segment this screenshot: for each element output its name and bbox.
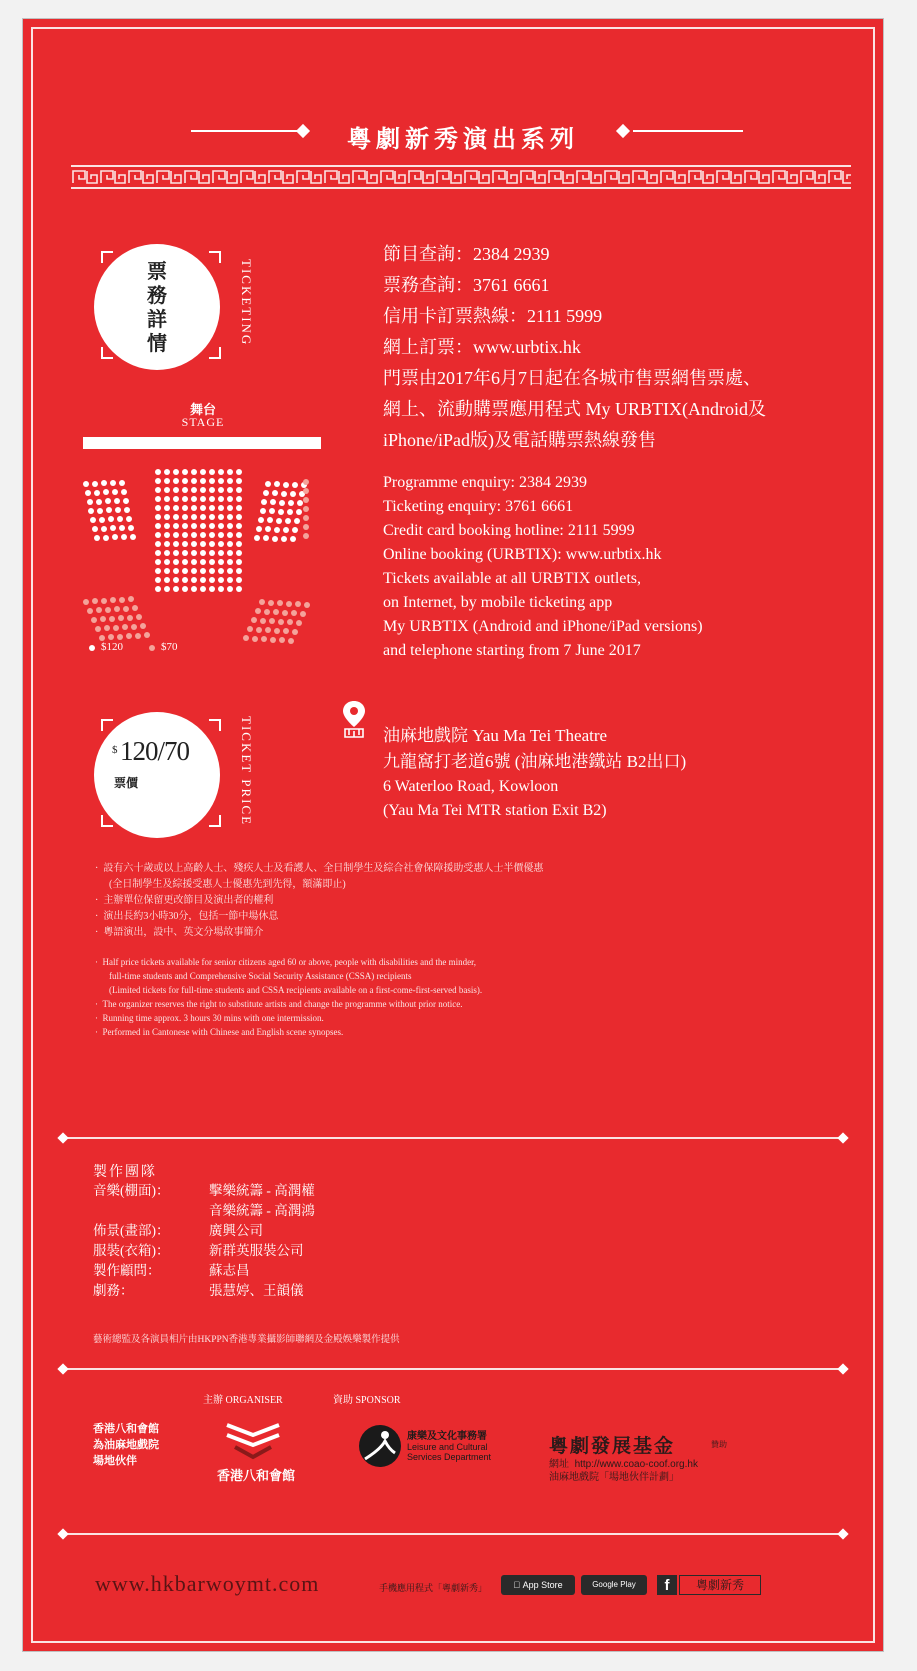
credit-row: 音樂統籌 - 高潤鴻 [209,1203,315,1218]
poster-panel [22,18,884,1652]
badge-corner [101,347,113,359]
fund-note: 油麻地戲院「場地伙伴計劃」 [549,1472,679,1483]
title-row [23,119,885,153]
divider [63,1137,843,1139]
lcsd-logo [359,1425,401,1467]
info-line: 門票由2017年6月7日起在各城市售票網售票處、 [383,368,761,388]
badge-corner [209,251,221,263]
fret-pattern-band [71,165,851,189]
ticketing-badge-label: 票務詳情 [147,261,167,355]
partner-line: 為油麻地戲院 [93,1439,159,1451]
app-label: 手機應用程式「粵劇新秀」 [379,1583,488,1593]
info-line: and telephone starting from 7 June 2017 [383,642,641,659]
venue-partner [93,1421,159,1469]
partner-line: 香港八和會館 [93,1423,159,1435]
app-store-badge[interactable]: App Store [501,1575,575,1595]
price-amount: 120/70 [120,736,190,766]
venue-mtr: (Yau Ma Tei MTR station Exit B2) [383,802,607,819]
badge-corner [101,815,113,827]
info-line: 信用卡訂票熱線：2111 5999 [383,306,603,326]
lcsd-name-en: Leisure and Cultural [407,1442,488,1452]
info-line: Tickets available at all URBTIX outlets, [383,570,642,587]
note-item: · 主辦單位保留更改節目及演出者的權利 [95,895,274,906]
fund-name: 粵劇發展基金 [549,1436,676,1457]
ticketing-en-label: TICKETING [239,259,254,347]
note-item: · Performed in Cantonese with Chinese and English scene synopses. [95,1027,344,1037]
venue-name: 油麻地戲院 Yau Ma Tei Theatre [383,726,608,745]
price-label-zh: 票價 [114,776,139,790]
title-diamond-left [296,124,310,138]
notes-en [95,955,835,1039]
ticketing-info-en [383,471,843,663]
organiser-logo [223,1417,283,1461]
stage-label-en: STAGE [181,415,225,429]
ticket-price-en-label: TICKET PRICE [239,716,254,827]
note-item: · 設有六十歲或以上高齡人士、殘疾人士及看護人、全日制學生及綜合社會保障援助受惠人士半價優惠 [95,863,544,874]
lcsd-logo-figure [359,1425,401,1467]
note-item: (全日制學生及綜援受惠人士優惠先到先得，額滿即止) [109,879,346,890]
page-title: 粵劇新秀演出系列 [347,127,579,153]
notes-zh [95,861,835,941]
sponsor-label: 資助 SPONSOR [333,1395,401,1406]
lcsd-name-zh: 康樂及文化事務署 [407,1431,487,1442]
facebook-icon[interactable]: f [657,1575,677,1595]
credit-row: 劇務： 張慧婷、王韻儀 [93,1283,304,1298]
title-rule-right [633,130,743,132]
team-credits [93,1181,493,1301]
ticketing-info-zh [383,239,853,456]
facebook-page-label[interactable]: 粵劇新秀 [679,1575,761,1595]
venue-address-en: 6 Waterloo Road, Kowloon [383,778,559,795]
info-line: 票務查詢：3761 6661 [383,275,550,295]
organiser-name: 香港八和會館 [216,1468,295,1483]
badge-corner [209,347,221,359]
note-item: · Half price tickets available for senior citizens aged 60 or above, people with disabilities and the minder, [95,957,477,967]
badge-corner [209,719,221,731]
credit-row: 音樂(棚面)： 擊樂統籌 - 高潤權 [93,1183,315,1198]
lcsd-name-en: Services Department [407,1452,492,1462]
stage-bar [83,437,321,449]
info-line: Credit card booking hotline: 2111 5999 [383,522,635,539]
venue-info [383,723,853,823]
info-line: Ticketing enquiry: 3761 6661 [383,498,574,515]
fret-pattern [71,167,851,187]
credit-row: 服裝(衣箱)： 新群英服裝公司 [93,1243,304,1258]
photo-credit: 藝術總監及各演員相片由HKPPN香港專業攝影師聯網及金殿娛樂製作提供 [93,1335,400,1345]
note-item: · The organizer reserves the right to substitute artists and change the programme without prior notice. [95,999,463,1009]
map-pin-icon [341,699,367,739]
legend-label-70: $70 [161,641,178,653]
fund-small: 贊助 [711,1440,727,1449]
lcsd-text [407,1427,491,1462]
legend-swatch-120 [89,645,95,651]
note-item: · Running time approx. 3 hours 30 mins with one intermission. [95,1013,324,1023]
note-item: (Limited tickets for full-time students and CSSA recipients available on a first-come-first-served basis). [109,985,483,995]
team-heading: 製作團隊 [93,1165,157,1180]
legend-label-120: $120 [101,641,123,653]
info-line: 節目查詢：2384 2939 [383,244,550,264]
info-line: Online booking (URBTIX): www.urbtix.hk [383,546,662,563]
info-line: Programme enquiry: 2384 2939 [383,474,587,491]
venue-address-zh: 九龍窩打老道6號 (油麻地港鐵站 B2出口) [383,752,687,771]
note-item: full-time students and Comprehensive Social Security Assistance (CSSA) recipients [109,971,412,981]
info-line: 網上訂票：www.urbtix.hk [383,337,581,357]
credit-row: 佈景(畫部)： 廣興公司 [93,1223,263,1238]
badge-corner [101,251,113,263]
credit-row: 製作顧問： 蘇志昌 [93,1263,250,1278]
google-play-badge[interactable]: Google Play [581,1575,647,1595]
apple-icon [513,1580,520,1590]
divider [63,1368,843,1370]
note-item: · 粵語演出，設中、英文分場故事簡介 [95,927,264,938]
title-diamond-right [616,124,630,138]
organiser-label: 主辦 ORGANISER [203,1395,283,1406]
badge-corner [209,815,221,827]
divider [63,1533,843,1535]
info-line: on Internet, by mobile ticketing app [383,594,613,611]
website-link[interactable]: www.hkbarwoymt.com [95,1571,320,1596]
title-rule-left [191,130,301,132]
fund-url-row: 網址 http://www.coao-coof.org.hk [549,1459,698,1470]
info-line: My URBTIX (Android and iPhone/iPad versions) [383,618,703,635]
price-currency: $ [112,744,118,756]
stage-label-zh: 舞台 [189,402,216,417]
partner-line: 場地伙伴 [93,1455,137,1467]
badge-corner [101,719,113,731]
note-item: · 演出長約3小時30分，包括一節中場休息 [95,911,279,922]
info-line: 網上、流動購票應用程式 My URBTIX(Android及 [383,399,766,419]
legend-swatch-70 [149,645,155,651]
info-line: iPhone/iPad版)及電話購票熱線發售 [383,430,656,450]
